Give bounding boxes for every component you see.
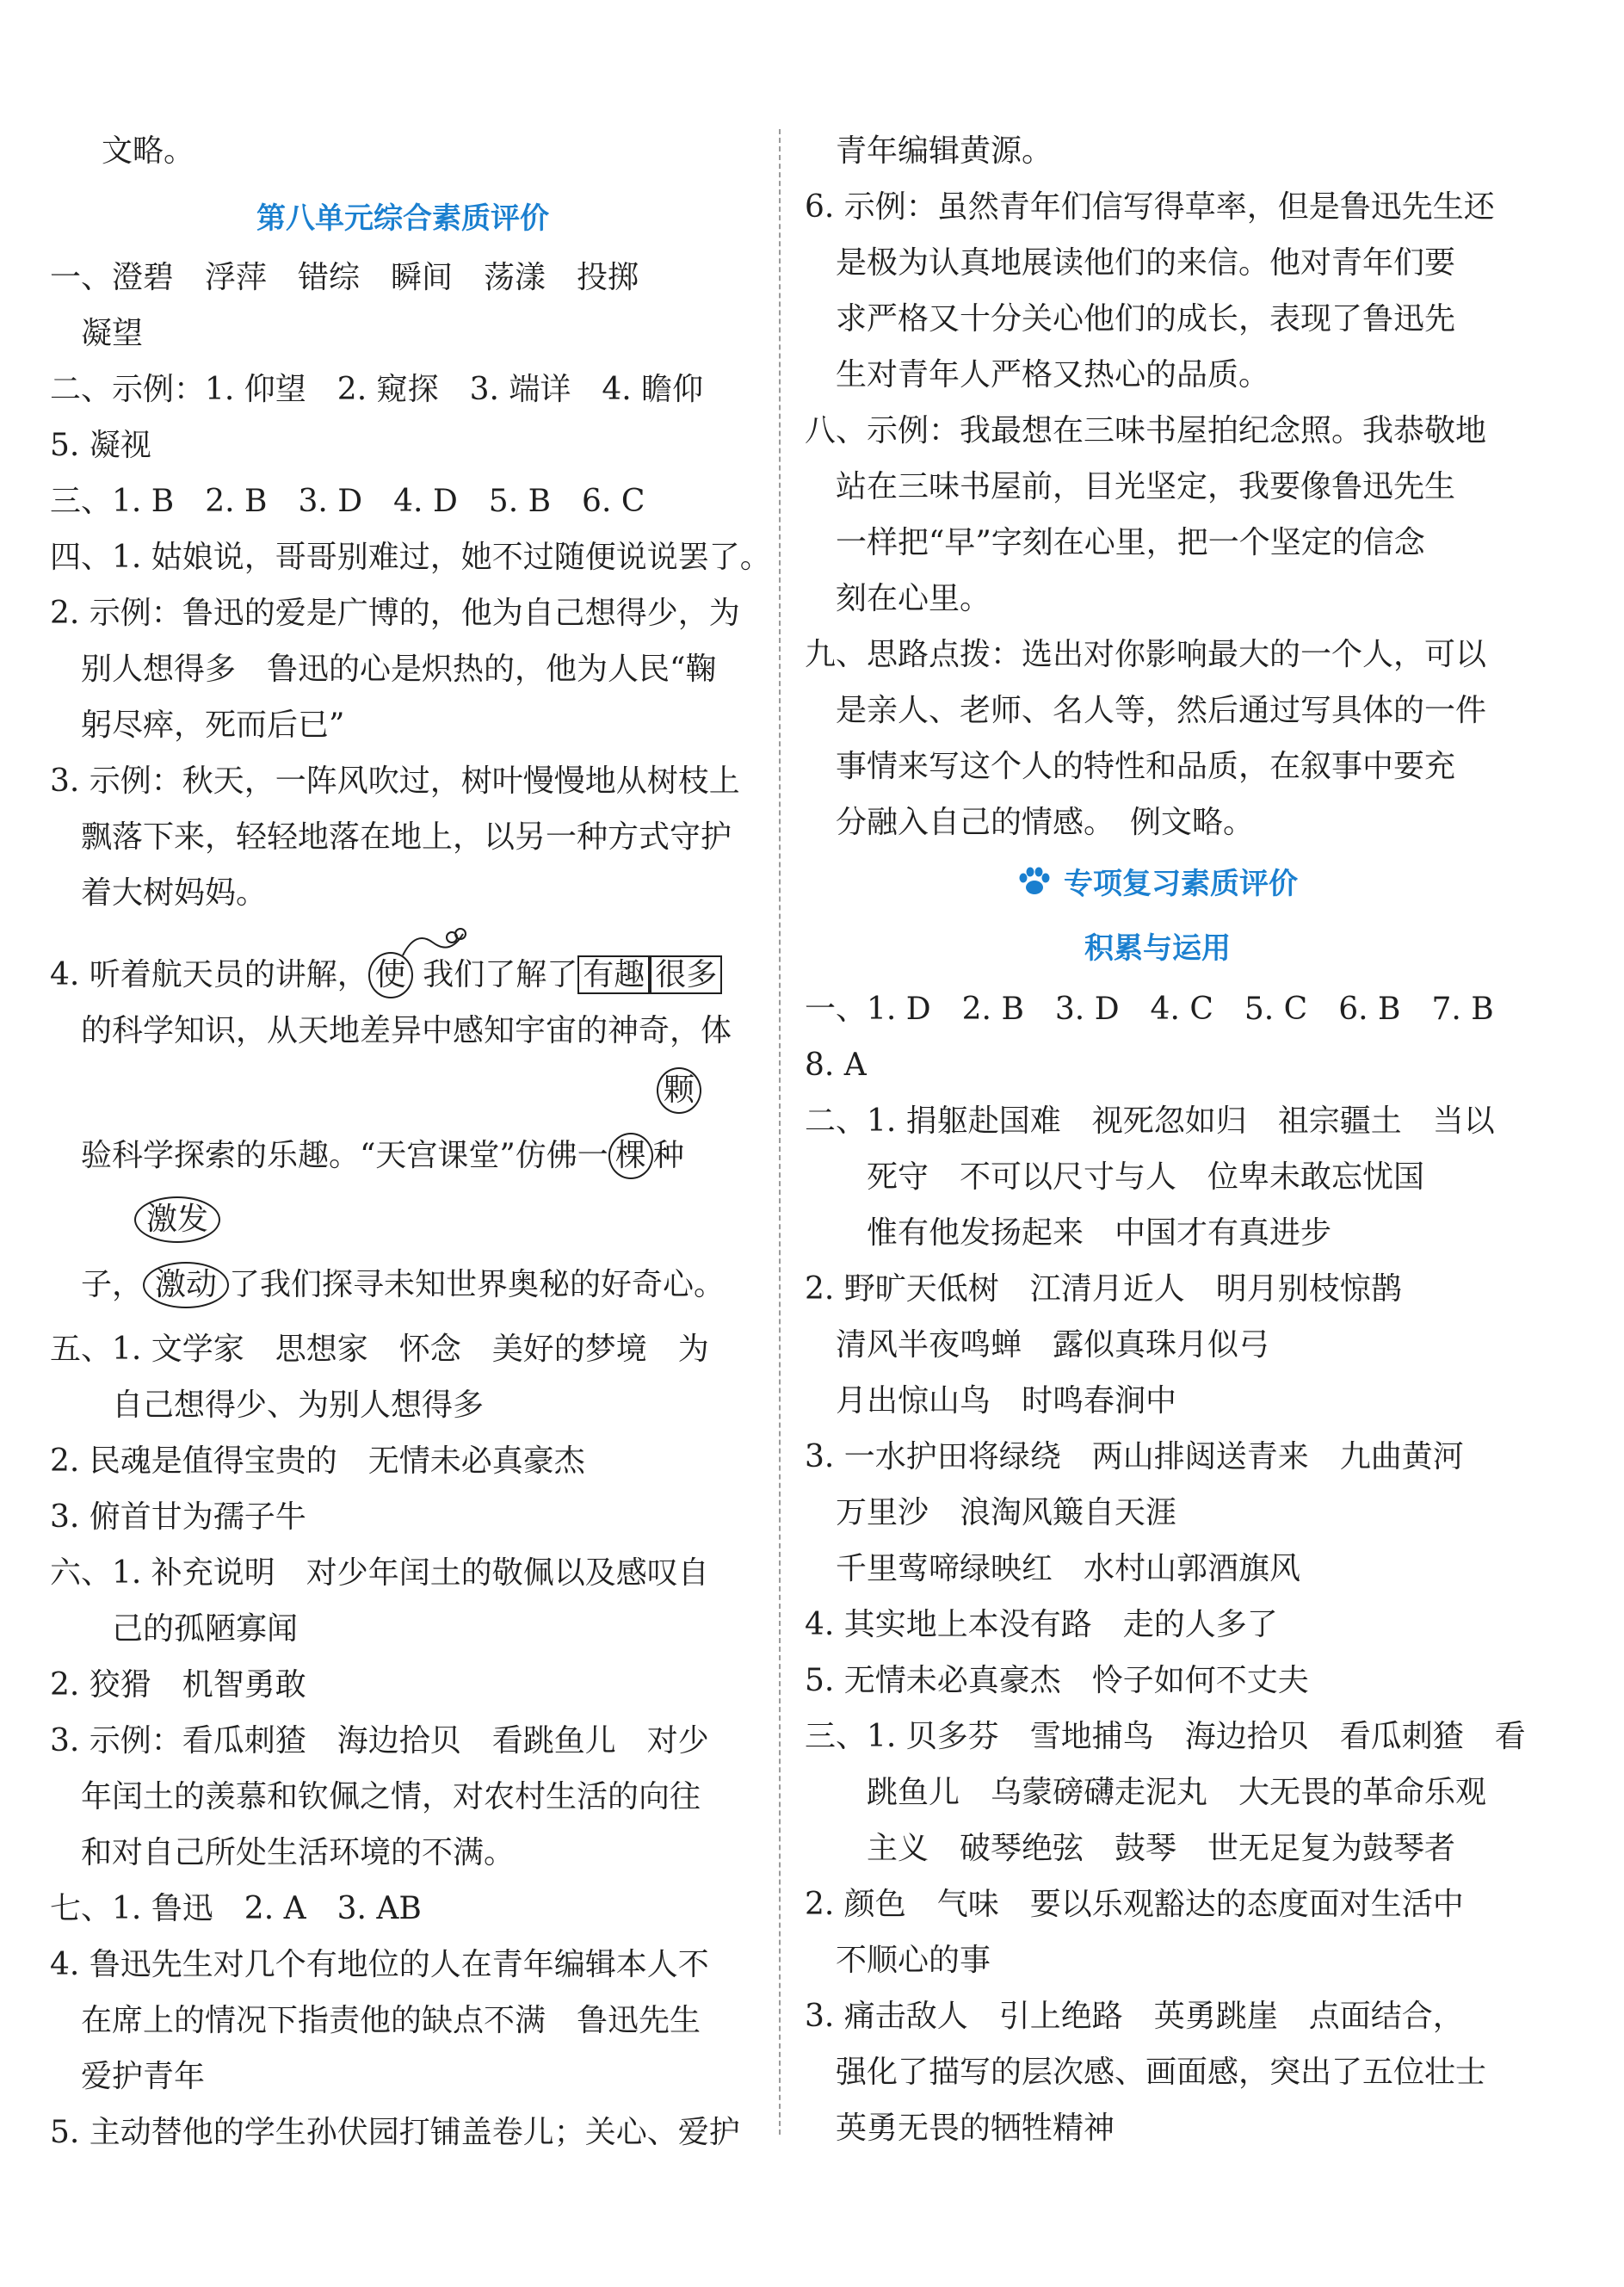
text-line: 6. 示例：虽然青年们信写得草率，但是鲁迅先生还 xyxy=(805,189,1495,225)
text-line: 一、澄碧 浮萍 错综 瞬间 荡漾 投掷 xyxy=(50,260,639,295)
section-title-unit8: 第八单元综合素质评价 xyxy=(256,201,549,236)
text-line: 青年编辑黄源。 xyxy=(805,133,1053,169)
text-line: 站在三味书屋前，目光坚定，我要像鲁迅先生 xyxy=(805,469,1456,504)
text-line: 惟有他发扬起来 中国才有真进步 xyxy=(805,1215,1332,1251)
section-title-review xyxy=(805,856,1510,912)
text-line: 是亲人、老师、名人等，然后通过写具体的一件 xyxy=(805,693,1487,728)
section-subtitle: 积累与运用 xyxy=(1084,931,1231,966)
correction-annotation: 颗 xyxy=(657,1067,701,1114)
text-line: 爱护青年 xyxy=(50,2059,206,2094)
text-segment: 我们了解了 xyxy=(423,957,578,992)
text-line: 2. 示例：鲁迅的爱是广博的，他为自己想得少，为 xyxy=(50,596,740,631)
text-line: 主义 破琴绝弦 鼓琴 世无足复为鼓琴者 xyxy=(805,1831,1456,1866)
text-line: 三、1. 贝多芬 雪地捕鸟 海边拾贝 看瓜刺猹 看 xyxy=(805,1719,1526,1754)
text-line: 自己想得少、为别人想得多 xyxy=(50,1388,485,1423)
text-line: 跳鱼儿 乌蒙磅礴走泥丸 大无畏的革命乐观 xyxy=(805,1775,1487,1810)
text-segment: 子， xyxy=(50,1267,144,1302)
text-line: 刻在心里。 xyxy=(805,581,991,616)
text-line: 二、示例：1. 仰望 2. 窥探 3. 端详 4. 瞻仰 xyxy=(50,372,704,407)
text-line: 事情来写这个人的特性和品质，在叙事中要充 xyxy=(805,749,1456,784)
text-line: 5. 主动替他的学生孙伏园打铺盖卷儿；关心、爱护 xyxy=(50,2115,740,2150)
text-line: 五、1. 文学家 思想家 怀念 美好的梦境 为 xyxy=(50,1332,709,1367)
correction-annotation: 激发 xyxy=(134,1196,220,1243)
text-line: 3. 痛击敌人 引上绝路 英勇跳崖 点面结合， xyxy=(805,1999,1464,2034)
boxed-word: 有趣 xyxy=(577,955,650,994)
boxed-word: 很多 xyxy=(650,955,722,994)
text-line: 八、示例：我最想在三味书屋拍纪念照。我恭敬地 xyxy=(805,413,1487,448)
text-line-corrections xyxy=(50,1128,684,1184)
text-line: 万里沙 浪淘风簸自天涯 xyxy=(805,1495,1177,1530)
text-segment: 种 xyxy=(652,1138,684,1173)
text-line: 强化了描写的层次感、画面感，突出了五位壮士 xyxy=(805,2055,1487,2090)
text-line: 生对青年人严格又热心的品质。 xyxy=(805,357,1270,392)
text-line: 清风半夜鸣蝉 露似真珠月似弓 xyxy=(805,1327,1270,1363)
text-line: 英勇无畏的牺牲精神 xyxy=(805,2111,1115,2146)
text-line-corrections xyxy=(50,947,722,1003)
text-line: 己的孤陋寡闻 xyxy=(50,1611,299,1647)
text-line: 千里莺啼绿映红 水村山郭酒旗风 xyxy=(805,1551,1301,1586)
text-line: 的科学知识，从天地差异中感知宇宙的神奇，体 xyxy=(50,1013,732,1048)
column-divider xyxy=(779,129,781,2135)
text-line: 月出惊山鸟 时鸣春涧中 xyxy=(805,1383,1177,1419)
text-line: 4. 鲁迅先生对几个有地位的人在青年编辑本人不 xyxy=(50,1947,709,1982)
circled-word: 使 xyxy=(368,952,413,998)
text-line: 和对自己所处生活环境的不满。 xyxy=(50,1835,516,1870)
text-line: 别人想得多 鲁迅的心是炽热的，他为人民“鞠 xyxy=(50,652,717,687)
text-line: 飘落下来，轻轻地落在地上，以另一种方式守护 xyxy=(50,819,732,855)
text-line: 凝望 xyxy=(50,316,144,351)
text-line: 3. 一水护田将绿绕 两山排闼送青来 九曲黄河 xyxy=(805,1439,1464,1474)
section-title-text: 专项复习素质评价 xyxy=(1064,867,1298,901)
text-line: 三、1. B 2. B 3. D 4. D 5. B 6. C xyxy=(50,484,645,519)
text-line-corrections xyxy=(50,1257,725,1313)
text-line: 年闰土的羡慕和钦佩之情，对农村生活的向往 xyxy=(50,1779,701,1814)
text-line: 七、1. 鲁迅 2. A 3. AB xyxy=(50,1891,422,1926)
text-line: 一样把“早”字刻在心里，把一个坚定的信念 xyxy=(805,525,1425,560)
text-line: 死守 不可以尺寸与人 位卑未敢忘忧国 xyxy=(805,1159,1425,1195)
text-line: 文略。 xyxy=(102,133,195,169)
text-line: 3. 示例：看瓜刺猹 海边拾贝 看跳鱼儿 对少 xyxy=(50,1723,709,1759)
text-line: 四、1. 姑娘说，哥哥别难过，她不过随便说说罢了。 xyxy=(50,540,771,575)
text-line: 2. 民魂是值得宝贵的 无情未必真豪杰 xyxy=(50,1443,585,1479)
text-line: 躬尽瘁，死而后已” xyxy=(50,708,345,743)
text-line: 是极为认真地展读他们的来信。他对青年们要 xyxy=(805,245,1456,281)
text-segment: 4. 听着航天员的讲解， xyxy=(50,957,368,992)
text-line: 求严格又十分关心他们的成长，表现了鲁迅先 xyxy=(805,301,1456,337)
text-line: 5. 凝视 xyxy=(50,428,151,463)
text-line: 4. 其实地上本没有路 走的人多了 xyxy=(805,1607,1278,1642)
text-line: 在席上的情况下指责他的缺点不满 鲁迅先生 xyxy=(50,2003,701,2038)
text-line: 2. 狡猾 机智勇敢 xyxy=(50,1667,306,1703)
text-segment: 验科学探索的乐趣。“天宫课堂”仿佛一 xyxy=(50,1138,608,1173)
circled-word: 棵 xyxy=(608,1133,653,1179)
text-line: 六、1. 补充说明 对少年闰土的敬佩以及感叹自 xyxy=(50,1555,709,1591)
text-line: 5. 无情未必真豪杰 怜子如何不丈夫 xyxy=(805,1663,1309,1698)
text-line: 不顺心的事 xyxy=(805,1943,991,1978)
text-line: 8. A xyxy=(805,1048,867,1083)
text-line: 3. 示例：秋天，一阵风吹过，树叶慢慢地从树枝上 xyxy=(50,763,740,799)
circled-word: 激动 xyxy=(143,1262,229,1308)
text-line: 九、思路点拨：选出对你影响最大的一个人，可以 xyxy=(805,637,1487,672)
text-line: 分融入自己的情感。 例文略。 xyxy=(805,805,1255,840)
text-line: 着大树妈妈。 xyxy=(50,875,268,911)
text-line: 2. 野旷天低树 江清月近人 明月别枝惊鹊 xyxy=(805,1271,1402,1307)
text-line: 二、1. 捐躯赴国难 视死忽如归 祖宗疆土 当以 xyxy=(805,1103,1495,1139)
text-segment: 了我们探寻未知世界奥秘的好奇心。 xyxy=(229,1267,726,1302)
paw-icon xyxy=(1017,866,1052,897)
text-line: 一、1. D 2. B 3. D 4. C 5. C 6. B 7. B xyxy=(805,992,1494,1027)
text-line: 3. 俯首甘为孺子牛 xyxy=(50,1499,306,1535)
text-line: 2. 颜色 气味 要以乐观豁达的态度面对生活中 xyxy=(805,1887,1464,1922)
